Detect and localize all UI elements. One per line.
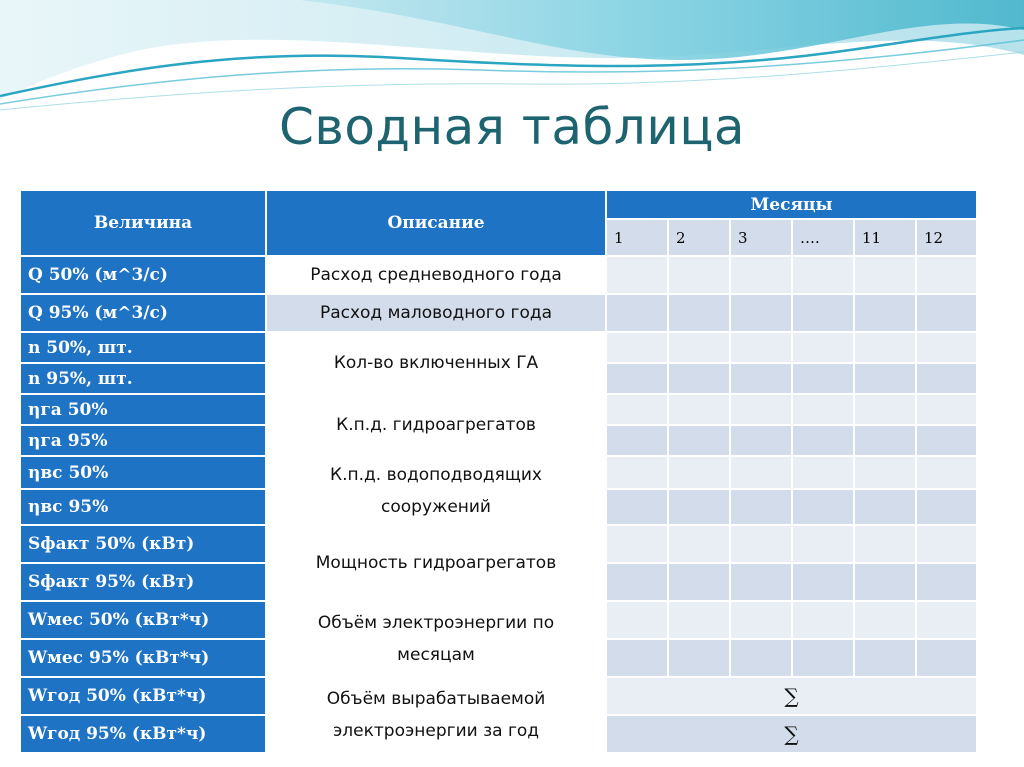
header-months: Месяцы [606, 190, 977, 219]
quantity-cell: ηвс 95% [20, 489, 266, 525]
month-cell [668, 489, 730, 525]
table-row [20, 677, 977, 715]
month-cell [668, 563, 730, 601]
month-cell [854, 456, 916, 489]
month-cell [730, 394, 792, 425]
month-cell [916, 563, 977, 601]
month-cell [606, 363, 668, 394]
quantity-cell: Q 50% (м^3/с) [20, 256, 266, 294]
sum-cell: ∑ [606, 677, 977, 715]
month-cell [916, 294, 977, 332]
month-cell [730, 363, 792, 394]
table-row [20, 456, 977, 489]
table-row [20, 601, 977, 639]
header-quantity: Величина [20, 190, 266, 256]
description-line: сооружений [381, 496, 491, 517]
month-cell [730, 256, 792, 294]
month-cell [854, 425, 916, 456]
month-cell [730, 456, 792, 489]
header-description: Описание [266, 190, 606, 256]
month-cell [606, 525, 668, 563]
month-cell [916, 394, 977, 425]
month-cell [916, 425, 977, 456]
description-cell: К.п.д. гидроагрегатов [266, 394, 606, 456]
sum-cell: ∑ [606, 715, 977, 753]
month-cell [730, 425, 792, 456]
quantity-cell: ηга 50% [20, 394, 266, 425]
month-cell [854, 639, 916, 677]
description-cell: Мощность гидроагрегатов [266, 525, 606, 601]
month-cell [916, 456, 977, 489]
summary-table [19, 189, 978, 754]
month-cell [792, 489, 854, 525]
month-cell [668, 456, 730, 489]
month-cell [606, 456, 668, 489]
month-cell [730, 332, 792, 363]
month-cell [606, 563, 668, 601]
month-cell [792, 425, 854, 456]
table-row [20, 294, 977, 332]
month-cell [916, 639, 977, 677]
quantity-cell: ηга 95% [20, 425, 266, 456]
month-cell [792, 363, 854, 394]
month-cell [606, 425, 668, 456]
month-cell [606, 332, 668, 363]
month-cell [854, 394, 916, 425]
quantity-cell: Wмес 95% (кВт*ч) [20, 639, 266, 677]
month-cell [668, 294, 730, 332]
description-line: Объём вырабатываемой [326, 689, 546, 709]
month-cell [668, 363, 730, 394]
month-cell [916, 525, 977, 563]
month-cell [854, 489, 916, 525]
month-cell [792, 525, 854, 563]
description-cell [266, 601, 606, 677]
month-2: 2 [668, 219, 730, 256]
month-cell [730, 294, 792, 332]
description-cell [266, 677, 606, 753]
month-cell [606, 489, 668, 525]
month-cell [792, 563, 854, 601]
month-cell [792, 639, 854, 677]
month-ellipsis: …. [792, 219, 854, 256]
month-cell [668, 525, 730, 563]
description-line: К.п.д. водоподводящих [330, 464, 542, 485]
quantity-cell: ηвс 50% [20, 456, 266, 489]
description-line: электроэнергии за год [332, 721, 540, 741]
month-cell [854, 601, 916, 639]
month-cell [730, 563, 792, 601]
month-cell [606, 639, 668, 677]
month-cell [792, 294, 854, 332]
description-cell: Расход средневодного года [266, 256, 606, 294]
month-11: 11 [854, 219, 916, 256]
month-3: 3 [730, 219, 792, 256]
description-cell [266, 456, 606, 525]
description-line: Объём электроэнергии по [317, 613, 555, 633]
month-cell [792, 256, 854, 294]
description-cell: Кол-во включенных ГА [266, 332, 606, 394]
table-row [20, 332, 977, 363]
quantity-cell: Wгод 95% (кВт*ч) [20, 715, 266, 753]
month-cell [668, 332, 730, 363]
month-cell [668, 601, 730, 639]
quantity-cell: n 50%, шт. [20, 332, 266, 363]
month-cell [916, 363, 977, 394]
table-row [20, 525, 977, 563]
description-cell: Расход маловодного года [266, 294, 606, 332]
quantity-cell: n 95%, шт. [20, 363, 266, 394]
month-cell [606, 601, 668, 639]
quantity-cell: Sфакт 95% (кВт) [20, 563, 266, 601]
month-cell [668, 256, 730, 294]
month-cell [606, 256, 668, 294]
quantity-cell: Q 95% (м^3/с) [20, 294, 266, 332]
month-cell [606, 294, 668, 332]
month-cell [916, 489, 977, 525]
month-cell [668, 394, 730, 425]
month-cell [854, 525, 916, 563]
month-cell [730, 525, 792, 563]
month-cell [854, 256, 916, 294]
month-cell [730, 601, 792, 639]
month-cell [730, 639, 792, 677]
table-row [20, 394, 977, 425]
month-cell [916, 332, 977, 363]
description-line: месяцам [397, 645, 475, 665]
month-cell [854, 332, 916, 363]
month-cell [668, 425, 730, 456]
quantity-cell: Wгод 50% (кВт*ч) [20, 677, 266, 715]
month-cell [916, 256, 977, 294]
month-cell [792, 332, 854, 363]
month-cell [792, 394, 854, 425]
quantity-cell: Wмес 50% (кВт*ч) [20, 601, 266, 639]
month-12: 12 [916, 219, 977, 256]
month-cell [606, 394, 668, 425]
month-cell [792, 456, 854, 489]
month-cell [668, 639, 730, 677]
month-cell [730, 489, 792, 525]
month-cell [792, 601, 854, 639]
month-1: 1 [606, 219, 668, 256]
header-row [20, 190, 977, 219]
month-cell [854, 563, 916, 601]
slide-title: Сводная таблица [278, 98, 746, 156]
month-cell [854, 363, 916, 394]
month-cell [854, 294, 916, 332]
quantity-cell: Sфакт 50% (кВт) [20, 525, 266, 563]
table-row [20, 256, 977, 294]
month-cell [916, 601, 977, 639]
